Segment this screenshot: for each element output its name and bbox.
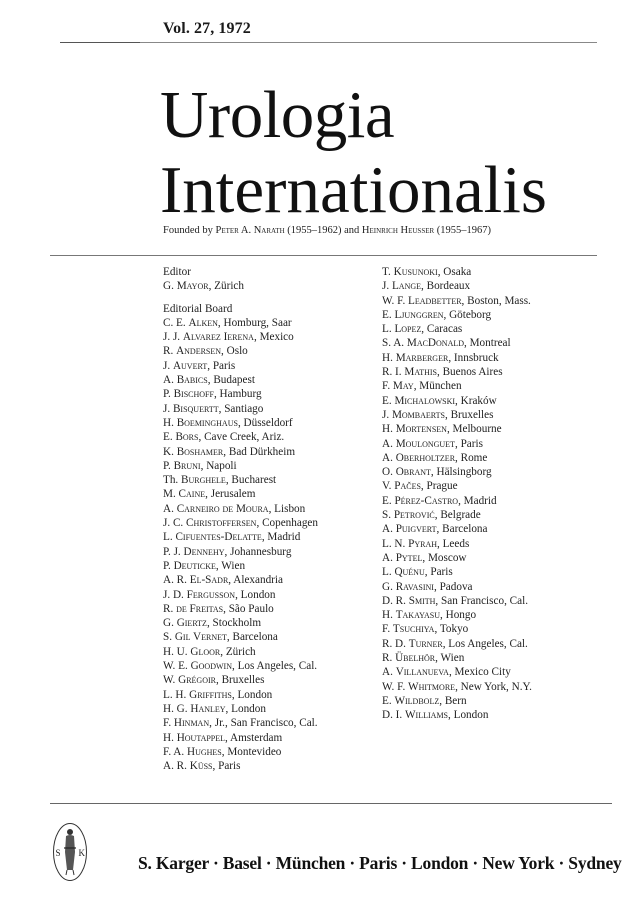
founder-name: Peter A. Narath <box>215 225 285 236</box>
member-surname: Pérez-Castro <box>394 494 459 507</box>
board-member <box>163 602 318 616</box>
footer-divider <box>50 803 612 804</box>
board-member <box>163 316 318 330</box>
board-member <box>382 622 532 636</box>
member-surname: Hanley <box>190 702 226 715</box>
board-member <box>163 688 318 702</box>
member-surname: Auvert <box>172 359 208 372</box>
journal-title-line-1: Urologia <box>160 78 395 152</box>
member-initials: F. <box>163 717 174 730</box>
member-location: , Bucharest <box>225 474 277 487</box>
board-member <box>382 608 532 622</box>
member-surname: Giertz <box>176 617 207 630</box>
board-column-right <box>382 265 532 723</box>
member-initials: J. <box>163 359 173 372</box>
member-initials: G. <box>382 580 396 593</box>
board-member <box>382 422 532 436</box>
member-initials: A. <box>382 666 396 679</box>
member-initials: L. <box>163 531 176 544</box>
member-surname: Gil Vernet <box>174 631 227 644</box>
member-surname: May <box>392 380 414 393</box>
member-location: , Rome <box>455 451 488 464</box>
member-surname: Alken <box>188 316 218 329</box>
board-member <box>382 279 532 293</box>
member-initials: P. J. <box>163 545 184 558</box>
member-location: , Montevideo <box>221 745 282 758</box>
member-initials: H. <box>382 609 396 622</box>
member-surname: Pyrah <box>408 537 437 550</box>
board-member <box>382 522 532 536</box>
member-surname: Babics <box>176 374 208 387</box>
board-member <box>163 588 318 602</box>
member-location: , Cave Creek, Ariz. <box>198 431 285 444</box>
board-member <box>382 508 532 522</box>
board-member <box>382 537 532 551</box>
journal-title-line-2: Internationalis <box>160 153 547 227</box>
board-member <box>382 408 532 422</box>
member-initials: P. <box>163 559 174 572</box>
board-member <box>163 673 318 687</box>
member-initials: W. F. <box>382 294 409 307</box>
member-location: , Zürich <box>220 645 256 658</box>
member-surname: Michalowski <box>394 394 456 407</box>
member-surname: Whitmore <box>408 680 456 693</box>
member-surname: Leadbetter <box>408 294 462 307</box>
member-location: , Caracas <box>421 323 463 336</box>
member-initials: S. A. <box>382 337 407 350</box>
member-surname: Mathis <box>404 366 437 379</box>
board-member <box>382 451 532 465</box>
member-location: , Bruxelles <box>444 408 494 421</box>
member-surname: Bischoff <box>173 388 214 401</box>
member-location: , Budapest <box>207 374 255 387</box>
board-member <box>163 402 318 416</box>
member-location: , Paris <box>424 566 453 579</box>
member-initials: L. H. <box>163 688 190 701</box>
member-initials: J. <box>382 408 392 421</box>
member-location: , Paris <box>454 437 483 450</box>
member-initials: E. <box>382 494 395 507</box>
editorial-board-heading: Editorial Board <box>163 302 233 315</box>
board-member <box>382 308 532 322</box>
member-initials: E. <box>163 431 176 444</box>
member-location: , Paris <box>207 359 236 372</box>
member-location: , Montreal <box>464 337 511 350</box>
member-surname: El-Sadr <box>189 574 229 587</box>
member-location: , Bad Dürkheim <box>223 445 296 458</box>
member-initials: J. <box>382 280 392 293</box>
svg-text:S: S <box>55 848 61 858</box>
member-initials: G. <box>163 280 177 293</box>
board-member <box>382 479 532 493</box>
member-initials: J. C. <box>163 517 187 530</box>
member-surname: Fergusson <box>186 588 236 601</box>
board-member <box>382 651 532 665</box>
member-surname: Quénu <box>394 566 425 579</box>
member-surname: Burghele <box>181 474 226 487</box>
member-location: , Wien <box>435 652 465 665</box>
board-member <box>163 559 318 573</box>
board-member <box>163 387 318 401</box>
board-member <box>163 759 318 773</box>
member-location: , London <box>448 709 489 722</box>
member-location: , Los Angeles, Cal. <box>231 660 318 673</box>
board-member <box>163 530 318 544</box>
member-location: , Bern <box>439 694 467 707</box>
member-location: , Bordeaux <box>421 280 471 293</box>
member-surname: Wildbolz <box>394 694 440 707</box>
member-location: , Innsbruck <box>448 351 499 364</box>
member-initials: J. J. <box>163 331 183 344</box>
member-surname: MacDonald <box>406 337 465 350</box>
member-surname: Marberger <box>395 351 449 364</box>
member-initials: V. <box>382 480 395 493</box>
member-location: , München <box>413 380 462 393</box>
member-surname: Christoffersen <box>186 517 257 530</box>
board-list-left <box>163 316 318 774</box>
member-initials: S. <box>163 631 175 644</box>
founded-prefix: Founded by <box>163 225 216 236</box>
member-surname: Moulonguet <box>395 437 455 450</box>
member-location: , Copenhagen <box>256 517 318 530</box>
board-member <box>382 394 532 408</box>
board-member <box>382 265 532 279</box>
member-location: , Bruxelles <box>215 674 265 687</box>
member-surname: Houtappel <box>176 731 226 744</box>
member-initials: L. N. <box>382 537 409 550</box>
member-initials: Th. <box>163 474 182 487</box>
member-location: , Stockholm <box>206 617 262 630</box>
member-location: , Tokyo <box>434 623 469 636</box>
member-initials: E. <box>382 394 395 407</box>
member-location: , Osaka <box>437 266 472 278</box>
member-initials: A. R. <box>163 760 190 773</box>
member-location: , Boston, Mass. <box>461 294 531 307</box>
member-initials: P. <box>163 459 174 472</box>
member-surname: Lange <box>391 280 422 293</box>
member-initials: D. R. <box>382 594 409 607</box>
member-surname: de Freitas <box>176 602 224 615</box>
board-member <box>163 716 318 730</box>
editor-entry <box>163 279 318 293</box>
editor-heading: Editor <box>163 266 191 278</box>
board-member <box>382 351 532 365</box>
member-surname: Bruni <box>173 459 201 472</box>
board-member <box>382 594 532 608</box>
member-initials: F. <box>382 623 393 636</box>
member-surname: Goodwin <box>190 660 232 673</box>
board-member <box>382 465 532 479</box>
board-member <box>382 565 532 579</box>
member-surname: Grégoir <box>178 674 216 687</box>
karger-logo-icon <box>52 822 88 882</box>
member-surname: Hughes <box>186 745 222 758</box>
board-member <box>163 702 318 716</box>
board-member <box>163 502 318 516</box>
board-member <box>163 516 318 530</box>
board-member <box>163 430 318 444</box>
member-initials: R. I. <box>382 366 405 379</box>
member-surname: Carneiro de Moura <box>176 502 269 515</box>
member-surname: Boeminghaus <box>176 416 238 429</box>
member-surname: Mombaerts <box>391 408 445 421</box>
member-initials: M. <box>163 488 179 501</box>
member-surname: Bisquertt <box>172 402 219 415</box>
member-location: , Prague <box>420 480 458 493</box>
member-initials: R. <box>382 652 396 665</box>
member-initials: A. <box>382 437 396 450</box>
member-surname: Tsuchiya <box>392 623 435 636</box>
member-initials: W. <box>163 674 179 687</box>
member-surname: Caine <box>178 488 206 501</box>
member-location: , Zürich <box>208 280 244 293</box>
member-location: , London <box>225 702 266 715</box>
board-member <box>382 322 532 336</box>
member-initials: R. <box>163 345 177 358</box>
member-location: , Leeds <box>437 537 470 550</box>
member-location: , San Francisco, Cal. <box>435 594 528 607</box>
member-location: , Mexico <box>253 331 294 344</box>
board-member <box>163 659 318 673</box>
member-initials: F. A. <box>163 745 187 758</box>
member-location: , Madrid <box>261 531 301 544</box>
board-member <box>382 379 532 393</box>
member-location: , London <box>231 688 273 701</box>
founded-by-line <box>163 225 491 236</box>
member-initials: T. <box>382 266 394 278</box>
member-initials: H. G. <box>163 702 191 715</box>
member-location: , Mexico City <box>448 666 511 679</box>
board-member <box>163 459 318 473</box>
member-surname: Alvarez Ierena <box>182 331 254 344</box>
member-initials: E. <box>382 694 395 707</box>
member-initials: P. <box>163 388 174 401</box>
member-initials: H. <box>163 731 177 744</box>
member-location: , Madrid <box>458 494 497 507</box>
member-location: , Düsseldorf <box>237 416 293 429</box>
member-initials: J. D. <box>163 588 187 601</box>
member-location: , Belgrade <box>434 509 481 522</box>
member-location: , São Paulo <box>223 602 274 615</box>
board-member <box>163 445 318 459</box>
member-surname: Boshamer <box>176 445 224 458</box>
member-surname: Ljunggren <box>394 308 444 321</box>
board-member <box>163 731 318 745</box>
member-surname: Übelhör <box>395 652 436 665</box>
member-initials: J. <box>163 402 173 415</box>
board-member <box>382 336 532 350</box>
member-initials: L. <box>382 566 395 579</box>
member-initials: W. E. <box>163 660 191 673</box>
member-initials: A. <box>382 523 396 536</box>
member-location: , New York, N.Y. <box>455 680 532 693</box>
member-initials: H. U. <box>163 645 191 658</box>
member-location: , Lisbon <box>268 502 306 515</box>
member-location: , Homburg, Saar <box>217 316 292 329</box>
member-location: , Jr., San Francisco, Cal. <box>209 717 318 730</box>
svg-text:K: K <box>78 848 85 858</box>
member-initials: H. <box>382 423 396 436</box>
member-surname: Gloor <box>190 645 221 658</box>
founder-years: (1955–1962) and <box>284 225 362 236</box>
member-location: , Alexandria <box>228 574 283 587</box>
member-location: , Jerusalem <box>205 488 256 501</box>
publisher-line: S. Karger · Basel · München · Paris · London · New York · Sydney <box>138 853 622 873</box>
member-location: , Wien <box>215 559 246 572</box>
board-member <box>382 494 532 508</box>
member-surname: Kusunoki <box>393 266 438 278</box>
member-location: , Buenos Aires <box>437 366 503 379</box>
board-member <box>163 745 318 759</box>
member-location: , Amsterdam <box>225 731 283 744</box>
member-location: , Moscow <box>422 551 467 564</box>
board-member <box>382 637 532 651</box>
board-member <box>382 294 532 308</box>
member-surname: Pytel <box>395 551 423 564</box>
member-location: , Hongo <box>440 609 477 622</box>
member-location: , Los Angeles, Cal. <box>442 637 528 650</box>
board-member <box>382 580 532 594</box>
board-member <box>382 680 532 694</box>
volume-label: Vol. 27, 1972 <box>163 20 251 37</box>
member-surname: Andersen <box>176 345 222 358</box>
board-member <box>382 665 532 679</box>
member-initials: R. D. <box>382 637 409 650</box>
member-surname: Deuticke <box>173 559 216 572</box>
board-member <box>163 359 318 373</box>
member-location: , Oslo <box>221 345 248 358</box>
member-location: , Santiago <box>218 402 264 415</box>
top-divider-extension <box>140 42 597 43</box>
member-location: , Melbourne <box>446 423 502 436</box>
member-surname: Smith <box>408 594 436 607</box>
member-location: , Padova <box>433 580 473 593</box>
header-divider <box>50 255 597 256</box>
member-surname: Obrant <box>395 466 431 479</box>
member-surname: Mortensen <box>395 423 447 436</box>
board-member <box>163 573 318 587</box>
member-location: , Barcelona <box>436 523 488 536</box>
founder-name: Heinrich Heusser <box>361 225 435 236</box>
founder-years: (1955–1967) <box>434 225 492 236</box>
member-initials: F. <box>382 380 393 393</box>
member-location: , Barcelona <box>226 631 278 644</box>
member-initials: A. <box>382 551 396 564</box>
member-location: , Hälsingborg <box>430 466 492 479</box>
board-member <box>163 616 318 630</box>
board-member <box>382 708 532 722</box>
board-member <box>163 373 318 387</box>
member-initials: H. <box>163 416 177 429</box>
member-initials: A. <box>163 502 177 515</box>
board-member <box>163 344 318 358</box>
member-location: , Göteborg <box>443 308 492 321</box>
member-surname: Mayor <box>176 280 209 293</box>
member-location: , London <box>235 588 276 601</box>
member-initials: W. F. <box>382 680 409 693</box>
member-surname: Ravasini <box>395 580 434 593</box>
member-initials: D. I. <box>382 709 405 722</box>
member-initials: A. R. <box>163 574 190 587</box>
member-surname: Oberholtzer <box>395 451 456 464</box>
board-member <box>382 365 532 379</box>
member-surname: Küss <box>189 760 213 773</box>
member-location: , Hamburg <box>213 388 262 401</box>
member-initials: A. <box>382 451 396 464</box>
member-location: , Napoli <box>200 459 237 472</box>
member-initials: O. <box>382 466 396 479</box>
member-initials: A. <box>163 374 177 387</box>
member-surname: Lopez <box>394 323 422 336</box>
member-initials: C. E. <box>163 316 189 329</box>
member-initials: E. <box>382 308 395 321</box>
board-member <box>163 645 318 659</box>
board-member <box>163 473 318 487</box>
board-member <box>382 437 532 451</box>
board-member <box>382 551 532 565</box>
member-surname: Cifuentes-Delatte <box>175 531 262 544</box>
board-member <box>163 330 318 344</box>
member-location: , Kraków <box>455 394 497 407</box>
member-initials: L. <box>382 323 395 336</box>
board-member <box>163 416 318 430</box>
board-member <box>163 545 318 559</box>
board-member <box>382 694 532 708</box>
spacer <box>163 294 318 302</box>
member-initials: S. <box>382 509 394 522</box>
member-surname: Takayasu <box>395 609 441 622</box>
member-initials: H. <box>382 351 396 364</box>
member-surname: Dennehy <box>183 545 225 558</box>
member-initials: K. <box>163 445 177 458</box>
board-member <box>163 487 318 501</box>
board-list-right <box>382 265 532 723</box>
member-surname: Turner <box>408 637 443 650</box>
board-member <box>163 630 318 644</box>
member-surname: Villanueva <box>395 666 449 679</box>
member-surname: Pačes <box>394 480 421 493</box>
member-initials: G. <box>163 617 177 630</box>
board-column-left <box>163 265 318 773</box>
member-surname: Puigvert <box>395 523 437 536</box>
member-surname: Griffiths <box>189 688 232 701</box>
member-surname: Hinman <box>173 717 210 730</box>
member-surname: Williams <box>405 709 449 722</box>
member-surname: Petrović <box>393 509 435 522</box>
member-location: , Johannesburg <box>224 545 292 558</box>
member-initials: R. <box>163 602 177 615</box>
member-surname: Bors <box>175 431 199 444</box>
member-location: , Paris <box>212 760 241 773</box>
